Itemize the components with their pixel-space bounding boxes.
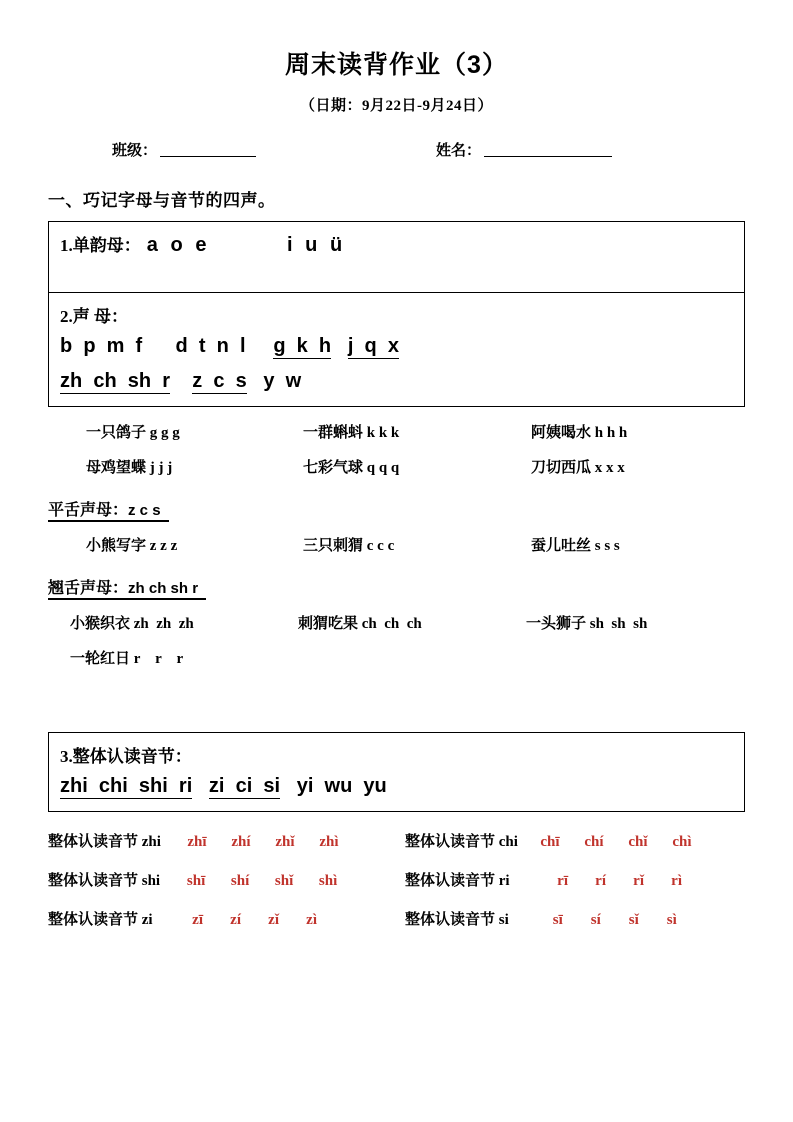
- tone-group-zi: [48, 908, 405, 929]
- tone-practice-block: [48, 812, 748, 929]
- flat-tongue-heading: [48, 477, 169, 520]
- mnemonic-block-gkh-jqx: [48, 407, 745, 477]
- mnemonic-block-zhchshr: [48, 598, 745, 668]
- whole-syllables-label: 3.整体认读音节：: [60, 746, 192, 766]
- tone-mark: zǐ: [268, 911, 279, 928]
- tone-group-ri: [405, 869, 748, 890]
- whole-syllable-box-table: [48, 732, 745, 812]
- single-vowels-group-b: i u ü: [286, 233, 343, 256]
- tone-mark: zhí: [231, 833, 251, 850]
- class-blank-line[interactable]: [160, 156, 256, 157]
- tone-mark: zī: [192, 911, 203, 928]
- mnemonic-cell: 小猴织衣 zh zh zh: [70, 615, 194, 632]
- tone-mark: sì: [666, 911, 677, 928]
- spacer: [60, 257, 744, 283]
- tone-mark: sí: [590, 911, 601, 928]
- retroflex-heading: [48, 555, 206, 598]
- tone-label: 整体认读音节 chi: [405, 833, 518, 850]
- tone-mark: rí: [595, 872, 606, 889]
- mnemonic-block-zcs: [48, 520, 745, 555]
- mnemonic-row: [48, 633, 745, 668]
- box-cell-whole-syllables: [49, 732, 745, 811]
- tone-mark: zhǐ: [275, 833, 295, 850]
- tone-label: 整体认读音节 shi: [48, 872, 161, 889]
- initials-gap-1: [331, 335, 348, 357]
- class-field[interactable]: [112, 139, 256, 160]
- tone-marks: [174, 873, 350, 890]
- tone-label: 整体认读音节 zhi: [48, 833, 161, 850]
- whole-syllables-tail-yi-wu-yu: yi wu yu: [280, 774, 387, 797]
- flat-tongue-letters: z c s: [128, 501, 161, 519]
- mnemonic-cell: 刀切西瓜 x x x: [531, 459, 625, 476]
- name-field[interactable]: [436, 139, 612, 160]
- mnemonic-cell: 七彩气球 q q q: [303, 459, 400, 476]
- mnemonic-cell: 刺猬吃果 ch ch ch: [298, 615, 422, 632]
- tone-mark: zhì: [319, 833, 339, 850]
- initials-underline-zhchshr: zh ch sh r: [60, 369, 171, 392]
- tone-mark: chí: [584, 833, 604, 850]
- table-row: [49, 221, 745, 292]
- tone-mark: shì: [318, 872, 338, 889]
- tone-mark: sī: [552, 911, 563, 928]
- mnemonic-cell: 三只刺猬 c c c: [303, 537, 395, 554]
- tone-group-si: [405, 908, 748, 929]
- mnemonic-cell: 一只鸽子 g g g: [86, 424, 180, 441]
- tone-mark: sǐ: [628, 911, 639, 928]
- mnemonic-cell: 母鸡望蝶 j j j: [86, 459, 173, 476]
- initials-tail-yw: y w: [246, 369, 302, 392]
- single-vowels-group-a: a o e: [146, 233, 207, 256]
- mnemonic-row: [48, 442, 745, 477]
- whole-syllables-underline-zhi-ri: zhi chi shi ri: [60, 774, 193, 797]
- tone-group-chi: [405, 830, 748, 851]
- tone-row: [48, 890, 748, 929]
- tone-mark: rì: [671, 872, 682, 889]
- tone-mark: chì: [672, 833, 692, 850]
- tone-label: 整体认读音节 si: [405, 911, 509, 928]
- box-cell-single-vowels: [49, 221, 745, 292]
- single-vowels-line: [60, 231, 744, 257]
- whole-syllables-line: [60, 767, 744, 802]
- mnemonic-cell: 一群蝌蚪 k k k: [303, 424, 400, 441]
- tone-marks: [179, 912, 331, 929]
- tone-group-zhi: [48, 830, 405, 851]
- mnemonic-cell: [298, 647, 526, 668]
- initials-underline-jqx: j q x: [347, 334, 399, 357]
- initials-line-2: [60, 362, 744, 397]
- tone-mark: rǐ: [633, 872, 644, 889]
- tone-mark: chǐ: [628, 833, 648, 850]
- name-blank-line[interactable]: [484, 156, 612, 157]
- retroflex-letters: zh ch sh r: [128, 579, 199, 597]
- tone-mark: zì: [306, 911, 317, 928]
- student-info-row: [0, 115, 793, 160]
- tone-row: [48, 851, 748, 890]
- box-cell-initials: [49, 292, 745, 406]
- flat-tongue-heading-underlined: [48, 502, 169, 522]
- tone-mark: chī: [540, 833, 560, 850]
- mnemonic-cell: 蚕儿吐丝 s s s: [531, 537, 620, 554]
- single-vowels-label: 1.单韵母：: [60, 235, 141, 255]
- tone-label: 整体认读音节 zi: [48, 911, 153, 928]
- tone-mark: zí: [230, 911, 241, 928]
- flat-tongue-heading-text: 平舌声母：: [48, 501, 129, 519]
- table-row: [49, 732, 745, 811]
- spacer: [0, 668, 793, 722]
- mnemonic-cell: 阿姨喝水 h h h: [531, 424, 628, 441]
- mnemonic-cell: 一轮红日 r r r: [70, 650, 184, 667]
- mnemonic-row: [48, 598, 745, 633]
- initials-label: 2.声 母：: [60, 306, 128, 326]
- tone-marks: [175, 834, 351, 851]
- page-subtitle: （日期：9月22日-9月24日）: [300, 97, 493, 114]
- tone-mark: shí: [230, 872, 250, 889]
- mnemonic-cell: [526, 647, 741, 668]
- initials-plain-1: b p m f d t n l: [60, 334, 274, 357]
- table-row: [49, 292, 745, 406]
- section-1-heading: 一、巧记字母与音节的四声。: [48, 190, 276, 210]
- tone-mark: shǐ: [274, 872, 294, 889]
- name-label: 姓名：: [436, 142, 482, 159]
- mnemonic-row: [48, 407, 745, 442]
- retroflex-heading-underlined: [48, 580, 206, 600]
- initials-line-1: [60, 327, 744, 362]
- tone-row: [48, 812, 748, 851]
- mnemonic-cell: 一头狮子 sh sh sh: [526, 615, 648, 632]
- whole-syllables-underline-zi-si: zi ci si: [208, 774, 281, 797]
- tone-mark: rī: [557, 872, 568, 889]
- tone-marks: [528, 834, 704, 851]
- initials-gap-2: [170, 370, 192, 392]
- pinyin-box-table: [48, 221, 745, 407]
- whole-syllables-gap: [192, 775, 209, 797]
- tone-mark: shī: [186, 872, 206, 889]
- retroflex-heading-text: 翘舌声母：: [48, 579, 129, 597]
- tone-label: 整体认读音节 ri: [405, 872, 510, 889]
- mnemonic-cell: 小熊写字 z z z: [86, 537, 178, 554]
- mnemonic-row: [48, 520, 745, 555]
- tone-marks: [544, 873, 696, 890]
- class-label: 班级：: [112, 142, 158, 159]
- initials-underline-gkh: g k h: [273, 334, 332, 357]
- initials-underline-zcs: z c s: [192, 369, 247, 392]
- page-title: 周末读背作业（3）: [285, 51, 508, 79]
- tone-group-shi: [48, 869, 405, 890]
- tone-mark: zhī: [187, 833, 207, 850]
- tone-marks: [539, 912, 691, 929]
